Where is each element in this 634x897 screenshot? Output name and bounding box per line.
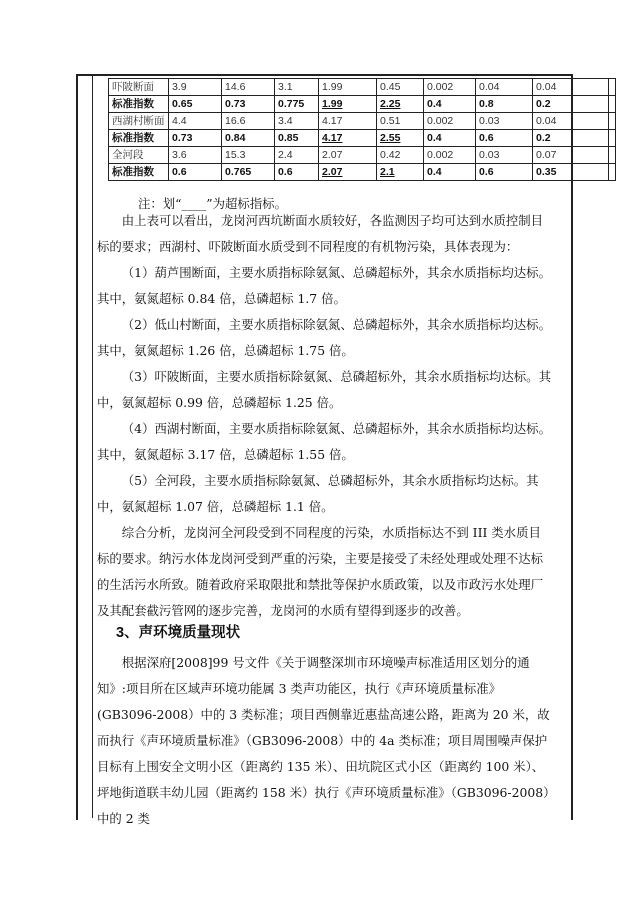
table-cell: 4.17	[319, 113, 377, 130]
table-cell: 0.002	[424, 113, 476, 130]
table-cell: 2.55	[377, 130, 424, 147]
table-cell: 0.35	[533, 164, 609, 181]
table-cell-empty	[609, 79, 616, 96]
table-cell: 3.6	[169, 147, 222, 164]
table-cell: 0.765	[222, 164, 275, 181]
table-row	[109, 79, 616, 96]
table-cell: 0.2	[533, 130, 609, 147]
row-label: 全河段	[109, 147, 169, 164]
table-cell: 0.84	[222, 130, 275, 147]
table-cell-empty	[609, 130, 616, 147]
table-cell: 2.25	[377, 96, 424, 113]
paragraph-item-2: （2）低山村断面，主要水质指标除氨氮、总磷超标外，其余水质指标均达标。其中，氨氮超标 1.26 倍，总磷超标 1.75 倍。	[97, 317, 551, 358]
paragraph-noise: 根据深府[2008]99 号文件《关于调整深圳市环境噪声标准适用区划分的通知》:项目所在区域声环境功能属 3 类声功能区，执行《声环境质量标准》(GB3096-2008）中的 3 类标准；项目西侧靠近惠盐高速公路，距离为 20 米，故而执行《声环境质量标准》（GB3096-2008）中的 4a 类标准；项目周围噪声保护目标有上围安全文明小区（距离约 135 米）、田坑院区式小区（距离约 100 米）、坪地街道联丰幼儿园（距离约 158 米）执行《声环境质量标准》（GB3096-2008）中的 2 类	[97, 655, 550, 826]
table-cell: 0.6	[476, 130, 533, 147]
paragraph-summary: 由上表可以看出，龙岗河西坑断面水质较好，各监测因子均可达到水质控制目标的要求；西湖村、吓陂断面水质受到不同程度的有机物污染，具体表现为：	[97, 213, 544, 254]
table-cell: 0.775	[275, 96, 319, 113]
table-cell: 0.65	[169, 96, 222, 113]
table-cell: 0.42	[377, 147, 424, 164]
table-cell-empty	[609, 113, 616, 130]
table-cell: 0.6	[476, 164, 533, 181]
table-row	[109, 164, 616, 181]
table-cell-empty	[609, 164, 616, 181]
row-label: 西湖村断面	[109, 113, 169, 130]
table-cell: 4.4	[169, 113, 222, 130]
table-cell: 0.2	[533, 96, 609, 113]
table-cell: 0.8	[476, 96, 533, 113]
paragraph-item-3: （3）吓陂断面，主要水质指标除氨氮、总磷超标外，其余水质指标均达标。其中，氨氮超标 0.99 倍，总磷超标 1.25 倍。	[97, 369, 551, 410]
table-cell: 0.03	[476, 147, 533, 164]
table-cell: 0.6	[169, 164, 222, 181]
table-cell: 0.04	[533, 79, 609, 96]
table-cell: 0.03	[476, 113, 533, 130]
table-cell: 0.002	[424, 147, 476, 164]
table-cell-empty	[609, 96, 616, 113]
table-row	[109, 113, 616, 130]
table-cell: 0.73	[222, 96, 275, 113]
table-note: 注：划“____”为超标指标。	[138, 196, 287, 211]
table-cell: 3.9	[169, 79, 222, 96]
table-cell: 16.6	[222, 113, 275, 130]
left-margin-rule	[92, 74, 93, 818]
table-cell: 0.51	[377, 113, 424, 130]
table-cell: 3.1	[275, 79, 319, 96]
section-heading: 3、声环境质量现状	[116, 625, 241, 641]
row-label: 标准指数	[109, 164, 169, 181]
row-label: 标准指数	[109, 130, 169, 147]
table-cell: 0.4	[424, 164, 476, 181]
paragraph-item-5: （5）全河段，主要水质指标除氨氮、总磷超标外，其余水质指标均达标。其中，氨氮超标 1.07 倍，总磷超标 1.1 倍。	[97, 473, 539, 514]
table-cell: 4.17	[319, 130, 377, 147]
table-cell: 15.3	[222, 147, 275, 164]
table-cell: 0.85	[275, 130, 319, 147]
table-cell: 0.6	[275, 164, 319, 181]
table-cell: 0.04	[533, 113, 609, 130]
table-cell-empty	[609, 147, 616, 164]
table-row	[109, 147, 616, 164]
table-cell: 0.002	[424, 79, 476, 96]
table-cell: 2.1	[377, 164, 424, 181]
paragraph-item-1: （1）葫芦围断面，主要水质指标除氨氮、总磷超标外，其余水质指标均达标。其中，氨氮超标 0.84 倍，总磷超标 1.7 倍。	[97, 265, 551, 306]
table-row	[109, 96, 616, 113]
table-cell: 1.99	[319, 79, 377, 96]
water-quality-table	[108, 78, 616, 181]
table-cell: 0.07	[533, 147, 609, 164]
table-row	[109, 130, 616, 147]
table-cell: 0.4	[424, 130, 476, 147]
table-cell: 0.4	[424, 96, 476, 113]
table-cell: 0.04	[476, 79, 533, 96]
table-cell: 1.99	[319, 96, 377, 113]
table-cell: 2.4	[275, 147, 319, 164]
table-cell: 0.45	[377, 79, 424, 96]
row-label: 标准指数	[109, 96, 169, 113]
paragraph-analysis: 综合分析，龙岗河全河段受到不同程度的污染，水质指标达不到 III 类水质目标的要求。纳污水体龙岗河受到严重的污染，主要是接受了未经处理或处理不达标的生活污水所致。随着政府采取限批和禁批等保护水质政策，以及市政污水处理厂及其配套截污管网的逐步完善，龙岗河的水质有望得到逐步的改善。	[97, 525, 544, 618]
row-label: 吓陂断面	[109, 79, 169, 96]
table-cell: 0.73	[169, 130, 222, 147]
table-cell: 14.6	[222, 79, 275, 96]
table-cell: 3.4	[275, 113, 319, 130]
paragraph-item-4: （4）西湖村断面，主要水质指标除氨氮、总磷超标外，其余水质指标均达标。其中，氨氮超标 3.17 倍，总磷超标 1.55 倍。	[97, 421, 551, 462]
table-cell: 2.07	[319, 147, 377, 164]
table-cell: 2.07	[319, 164, 377, 181]
